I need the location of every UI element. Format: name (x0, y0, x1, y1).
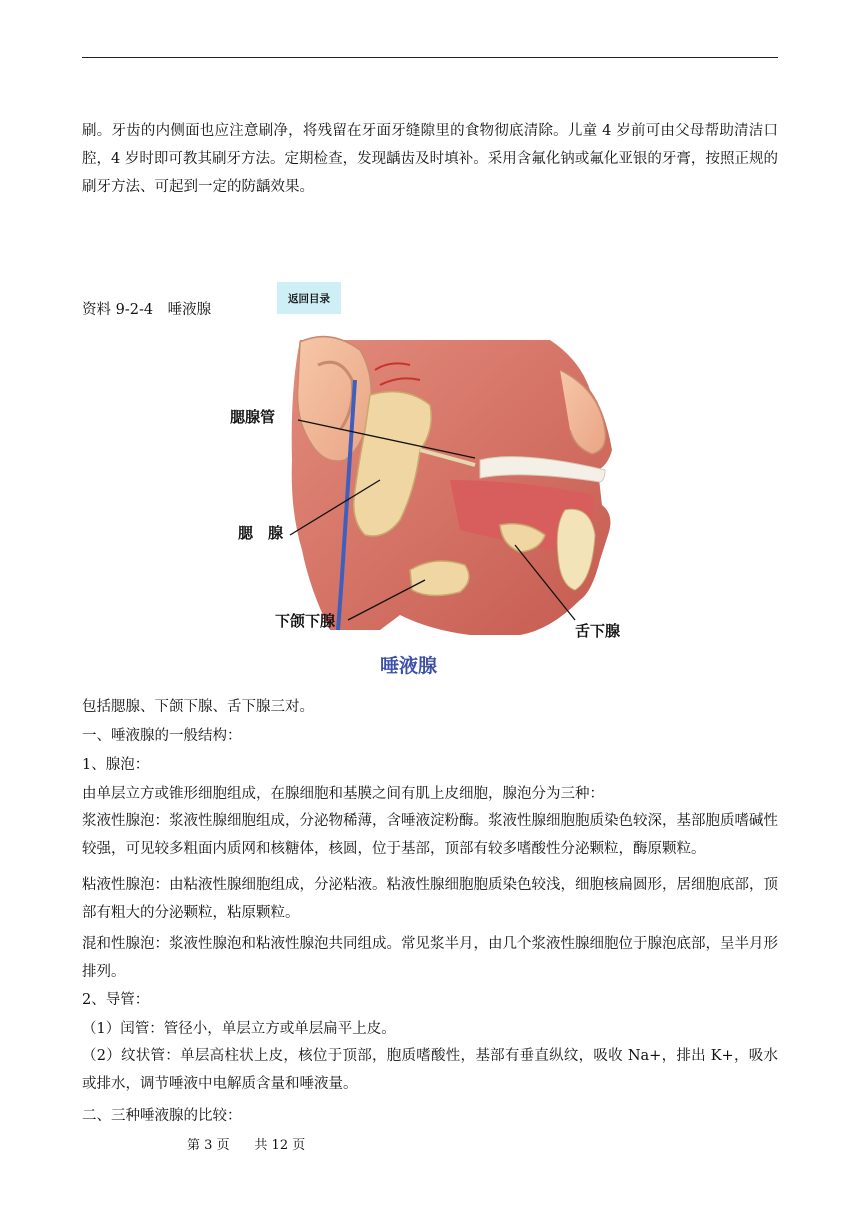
intercalated-duct-line: （1）闰管：管径小，单层立方或单层扁平上皮。 (82, 1021, 396, 1037)
back-to-toc-button[interactable]: 返回目录 (277, 282, 341, 314)
footer-page-current: 3 (204, 1138, 213, 1153)
figure-caption: 唾液腺 (380, 655, 438, 677)
footer-page-total: 12 (271, 1138, 289, 1153)
heading-comparison: 二、三种唾液腺的比较： (82, 1108, 242, 1124)
footer-page-unit: 页 (216, 1138, 230, 1153)
heading-structure: 一、唾液腺的一般结构： (82, 728, 242, 744)
page-footer (187, 1137, 305, 1155)
submandibular-gland (410, 561, 469, 596)
striated-duct-paragraph: （2）纹状管：单层高柱状上皮，核位于顶部，胞质嗜酸性，基部有垂直纵纹，吸收 Na+，排出 K+，吸水或排水，调节唾液中电解质含量和唾液量。 (82, 1048, 778, 1092)
heading-duct: 2、导管： (82, 992, 150, 1008)
footer-total-prefix: 共 (254, 1138, 268, 1153)
heading-acinus: 1、腺泡： (82, 757, 150, 773)
section-label: 资料 9-2-4 唾液腺 (82, 302, 212, 318)
serous-acinus-paragraph: 浆液性腺泡：浆液性腺细胞组成，分泌物稀薄，含唾液淀粉酶。浆液性腺细胞胞质染色较深，基部胞质嗜碱性较强，可见较多粗面内质网和核糖体，核圆，位于基部，顶部有较多嗜酸性分泌颗粒，酶原颗粒。 (82, 813, 778, 857)
label-parotid-duct: 腮腺管 (230, 408, 276, 426)
footer-total-unit: 页 (292, 1138, 306, 1153)
intro-paragraph: 刷。牙齿的内侧面也应注意刷净，将残留在牙面牙缝隙里的食物彻底清除。儿童 4 岁前可由父母帮助清洁口腔，4 岁时即可教其刷牙方法。定期检查，发现龋齿及时填补。采用含氟化钠或氟化亚银的牙膏，按照正规的刷牙方法、可起到一定的防龋效果。 (82, 123, 778, 195)
label-submandibular: 下颌下腺 (275, 612, 336, 630)
salivary-gland-figure (220, 330, 640, 685)
summary-line: 包括腮腺、下颌下腺、舌下腺三对。 (82, 699, 314, 715)
mixed-acinus-paragraph: 混和性腺泡：浆液性腺泡和粘液性腺泡共同组成。常见浆半月，由几个浆液性腺细胞位于腺泡底部，呈半月形排列。 (82, 936, 778, 980)
footer-page-prefix: 第 (187, 1138, 201, 1153)
acinus-intro: 由单层立方或锥形细胞组成，在腺细胞和基膜之间有肌上皮细胞，腺泡分为三种： (82, 786, 604, 802)
label-parotid: 腮 腺 (238, 524, 284, 542)
header-rule (82, 57, 778, 58)
mucous-acinus-paragraph: 粘液性腺泡：由粘液性腺细胞组成，分泌粘液。粘液性腺细胞胞质染色较浅，细胞核扁圆形，居细胞底部，顶部有粗大的分泌颗粒，粘原颗粒。 (82, 877, 778, 921)
label-sublingual: 舌下腺 (575, 622, 621, 640)
